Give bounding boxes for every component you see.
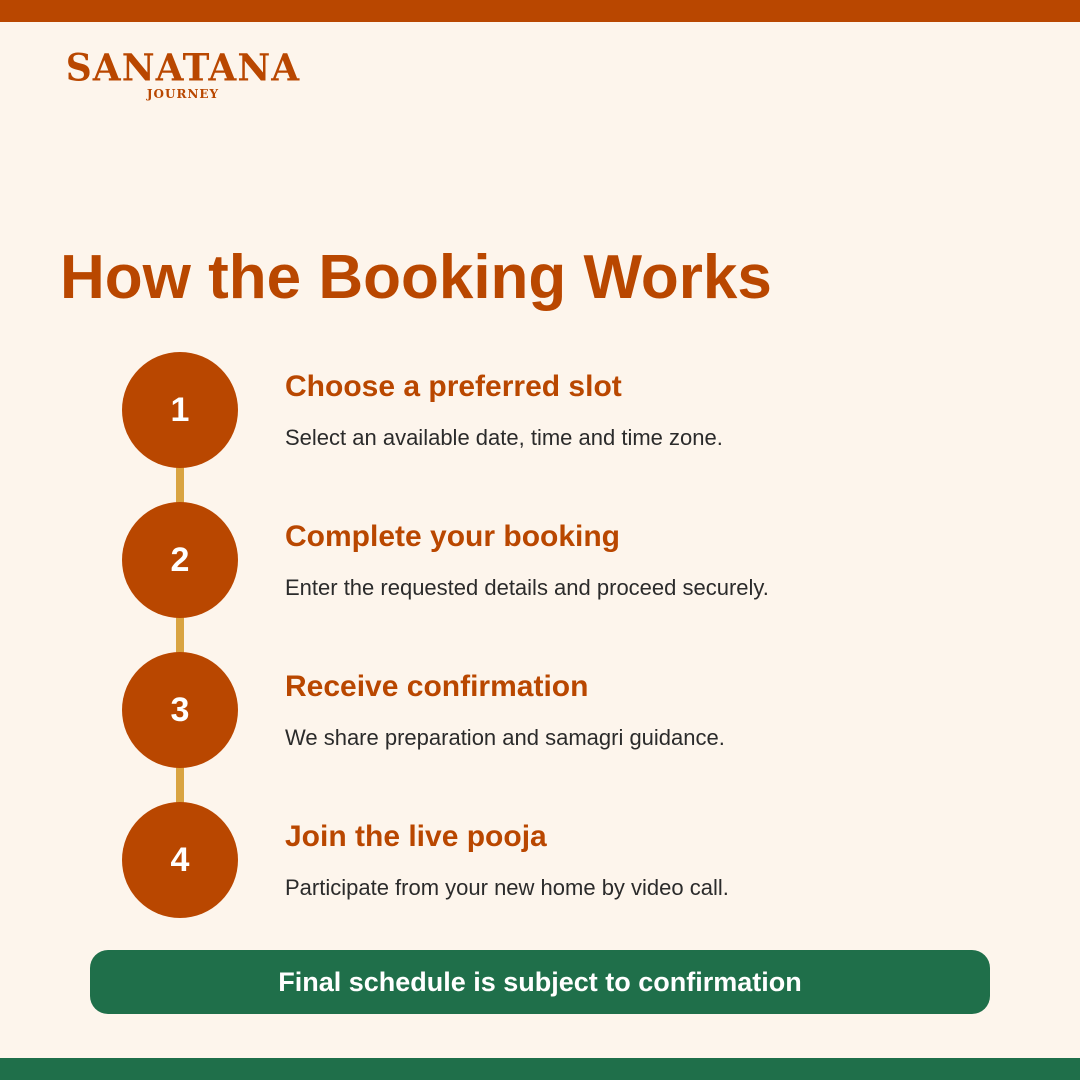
brand-tagline: JOURNEY (146, 87, 220, 101)
step-4-number-badge: 4 (122, 802, 238, 918)
step-2-number-badge: 2 (122, 502, 238, 618)
page-title: How the Booking Works (60, 243, 772, 312)
step-3-number-badge: 3 (122, 652, 238, 768)
step-2-description: Enter the requested details and proceed securely. (285, 575, 769, 600)
step-3-title: Receive confirmation (285, 670, 589, 703)
step-connector-2-3 (176, 616, 184, 656)
top-accent-bar (0, 0, 1080, 22)
brand-name: SANATANA (65, 45, 301, 91)
step-1-number-badge: 1 (122, 352, 238, 468)
schedule-notice-banner: Final schedule is subject to confirmation (90, 950, 990, 1014)
step-1-description: Select an available date, time and time zone. (285, 425, 723, 450)
step-4-title: Join the live pooja (285, 820, 547, 853)
step-connector-1-2 (176, 466, 184, 506)
brand-logo (60, 45, 306, 101)
step-connector-3-4 (176, 766, 184, 806)
step-4-description: Participate from your new home by video call. (285, 875, 729, 900)
bottom-accent-bar (0, 1058, 1080, 1080)
step-1-title: Choose a preferred slot (285, 370, 622, 403)
step-3-description: We share preparation and samagri guidance. (285, 725, 725, 750)
step-2-title: Complete your booking (285, 520, 621, 553)
